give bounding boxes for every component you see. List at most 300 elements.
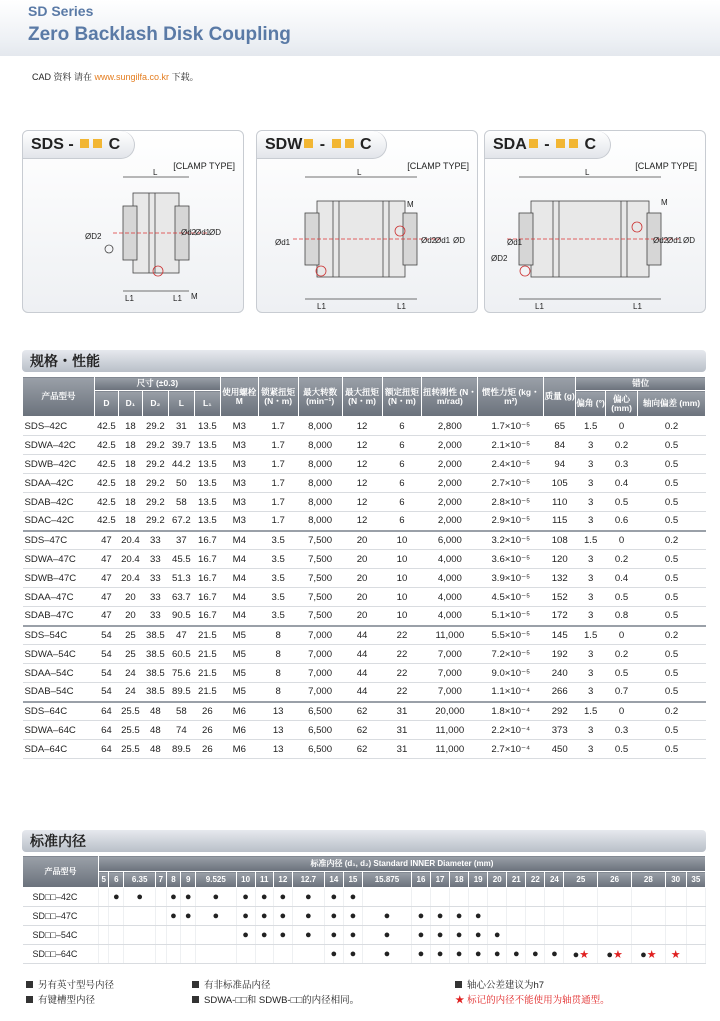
bore-cell [526,907,545,926]
spec-cell: 1.7×10⁻⁵ [478,417,544,436]
spec-cell: 13.5 [194,455,220,474]
spec-row [23,474,706,493]
spec-cell: 10 [382,607,422,626]
bullet-square-icon [192,981,199,988]
spec-cell: 65 [544,417,576,436]
bore-cell [631,888,665,907]
spec-cell: 0 [606,417,638,436]
spec-cell: 62 [342,721,382,740]
sda-label-l: L [585,168,590,177]
sds-label-l1b: L1 [173,294,182,303]
spec-cell: 6 [382,455,422,474]
col-clamp-torque: 锁紧扭矩 (N・m) [258,377,298,417]
spec-cell: 25.5 [118,740,142,759]
spec-cell: 1.8×10⁻⁴ [478,702,544,721]
spec-cell: 8,000 [298,493,342,512]
spec-cell: 25.5 [118,702,142,721]
spec-cell: 42.5 [94,417,118,436]
spec-cell: 3 [576,455,606,474]
bore-cell: ● [469,907,488,926]
spec-cell: 266 [544,683,576,702]
note-item [26,993,114,1008]
bore-cell: ● [292,926,324,945]
bore-cell: ● [411,945,430,964]
spec-cell: 3 [576,512,606,531]
bore-cell: ● [411,907,430,926]
series-title: SD Series [28,3,94,19]
bore-cell: ● [450,907,469,926]
spec-cell: 33 [142,588,168,607]
bore-cell: ● [181,888,196,907]
bore-cell [99,907,109,926]
bore-size-header [23,872,706,888]
spec-row [23,664,706,683]
spec-cell: 48 [142,740,168,759]
bore-cell [507,926,526,945]
spec-cell: 44 [342,645,382,664]
bore-cell: ● [196,888,236,907]
spec-cell: 3 [576,588,606,607]
bore-cell [488,907,507,926]
bore-cell: ● [292,888,324,907]
bore-cell [166,945,181,964]
spec-cell: 12 [342,436,382,455]
spec-cell: 6,500 [298,740,342,759]
spec-cell: 25 [118,626,142,645]
bore-cell [156,907,166,926]
spec-cell: 63.7 [168,588,194,607]
clamp-type-label: [CLAMP TYPE] [407,161,469,171]
spec-cell: 0.2 [606,645,638,664]
bore-cell: ● [411,926,430,945]
spec-model-cell: SDAB–54C [23,683,95,702]
bore-cell [99,945,109,964]
spec-cell: 20 [118,588,142,607]
spec-cell: 0 [606,626,638,645]
star-icon: ★ [579,948,590,961]
spec-model-cell: SDS–64C [23,702,95,721]
spec-cell: M3 [220,455,258,474]
spec-cell: 8,000 [298,436,342,455]
spec-row [23,493,706,512]
spec-cell: 115 [544,512,576,531]
bore-size-col: 6.35 [124,872,156,888]
spec-cell: 0.5 [638,550,706,569]
sds-label-l: L [153,168,158,177]
col-max-torque: 最大扭矩 (N・m) [342,377,382,417]
spec-cell: 21.5 [194,683,220,702]
spec-cell: 1.7 [258,474,298,493]
note-text: 有键槽型内径 [38,995,96,1006]
bore-cell [507,907,526,926]
col-max-rpm: 最大转数 (min⁻¹) [298,377,342,417]
tag-prefix: SDW [265,136,303,153]
bore-cell: ● [236,888,255,907]
spec-cell: M6 [220,702,258,721]
spec-cell: 0.5 [606,740,638,759]
spec-cell: 13 [258,721,298,740]
spec-cell: 0.5 [638,474,706,493]
spec-cell: 29.2 [142,455,168,474]
spec-cell: 3.5 [258,531,298,550]
star-icon: ★ [670,948,681,961]
product-title: Zero Backlash Disk Coupling [28,24,291,45]
spec-cell: M5 [220,664,258,683]
col-mass: 质量 (g) [544,377,576,417]
spec-cell: 9.0×10⁻⁵ [478,664,544,683]
bore-cell [124,907,156,926]
spec-cell: 6 [382,493,422,512]
spec-cell: 24 [118,664,142,683]
tag-prefix: SDA [493,136,527,153]
spec-cell: 13 [258,740,298,759]
note-item [455,993,610,1008]
sda-label-l1b: L1 [633,302,642,311]
spec-cell: 29.2 [142,436,168,455]
page-header [0,0,720,56]
spec-cell: 6 [382,436,422,455]
bore-model-cell: SD□□–47C [23,907,99,926]
spec-cell: 0.5 [606,664,638,683]
spec-cell: M4 [220,550,258,569]
spec-cell: 18 [118,455,142,474]
bore-size-col: 12 [273,872,292,888]
bore-cell [686,945,705,964]
bore-row [23,888,706,907]
spec-cell: 0.5 [638,493,706,512]
spec-model-cell: SDWA–47C [23,550,95,569]
spec-cell: 33 [142,550,168,569]
spec-cell: 10 [382,569,422,588]
spec-cell: 39.7 [168,436,194,455]
spec-cell: 2,000 [422,512,478,531]
spec-model-cell: SDWA–54C [23,645,95,664]
spec-cell: 2,000 [422,436,478,455]
bore-cell [411,888,430,907]
spec-row [23,645,706,664]
col-rated-torque: 额定扭矩 (N・m) [382,377,422,417]
spec-cell: 44.2 [168,455,194,474]
bore-cell [236,945,255,964]
spec-cell: 38.5 [142,683,168,702]
spec-cell: 1.5 [576,702,606,721]
spec-cell: 3.6×10⁻⁵ [478,550,544,569]
spec-row [23,721,706,740]
bore-cell [181,945,196,964]
bore-cell: ● [450,926,469,945]
bore-cell [598,926,632,945]
bore-cell: ● [236,907,255,926]
spec-cell: 0.5 [638,721,706,740]
bore-size-col: 28 [631,872,665,888]
bore-cell: ● [362,907,411,926]
spec-cell: 292 [544,702,576,721]
bore-cell: ● [292,907,324,926]
bore-size-col: 12.7 [292,872,324,888]
bore-cell: ● [109,888,124,907]
spec-cell: 6,500 [298,721,342,740]
spec-cell: 54 [94,645,118,664]
spec-table-body [23,417,706,759]
diagram-sda [484,130,706,313]
bore-table-body [23,888,706,964]
spec-cell: 54 [94,664,118,683]
bore-size-col: 10 [236,872,255,888]
spec-cell: 50 [168,474,194,493]
spec-cell: 47 [94,588,118,607]
spec-cell: 3.5 [258,607,298,626]
spec-cell: 2.7×10⁻⁵ [478,474,544,493]
cad-suffix: 下载。 [171,72,199,82]
spec-row [23,588,706,607]
spec-cell: 8 [258,683,298,702]
col-d2: D₂ [142,391,168,417]
spec-cell: 16.7 [194,531,220,550]
spec-cell: M6 [220,740,258,759]
bore-model-cell: SD□□–42C [23,888,99,907]
spec-cell: 44 [342,626,382,645]
code-square [529,139,538,148]
spec-cell: 0 [606,531,638,550]
spec-cell: 13 [258,702,298,721]
col-stiffness: 扭转刚性 (N・m/rad) [422,377,478,417]
spec-cell: 172 [544,607,576,626]
spec-cell: 10 [382,550,422,569]
spec-cell: 0.5 [638,455,706,474]
spec-cell: 8 [258,626,298,645]
spec-cell: 13.5 [194,417,220,436]
bore-cell [665,945,686,964]
spec-cell: 12 [342,474,382,493]
spec-cell: 0.5 [606,588,638,607]
bore-size-col: 35 [686,872,705,888]
sds-label-d: ØD [209,228,221,237]
spec-cell: 8,000 [298,474,342,493]
bore-cell [631,926,665,945]
col-model: 产品型号 [23,377,95,417]
tag-suffix: C [355,136,372,153]
spec-cell: 0.5 [638,512,706,531]
spec-cell: 2,000 [422,493,478,512]
bore-cell [109,945,124,964]
bore-cell [686,888,705,907]
spec-cell: 22 [382,626,422,645]
spec-cell: 47 [94,550,118,569]
bore-cell [292,945,324,964]
spec-cell: 1.7 [258,455,298,474]
spec-row [23,740,706,759]
spec-cell: 75.6 [168,664,194,683]
spec-cell: 2.8×10⁻⁵ [478,493,544,512]
spec-cell: 0.5 [638,569,706,588]
bore-size-col: 15.875 [362,872,411,888]
spec-cell: 373 [544,721,576,740]
spec-row [23,550,706,569]
col-axial: 轴向偏差 (mm) [638,391,706,417]
spec-model-cell: SDAA–54C [23,664,95,683]
bore-cell: ● [255,888,273,907]
bore-cell [686,926,705,945]
bore-cell [507,888,526,907]
bore-cell: ● [507,945,526,964]
spec-cell: 20 [342,550,382,569]
spec-cell: 3 [576,740,606,759]
bullet-square-icon [26,996,33,1003]
bore-size-col: 19 [469,872,488,888]
spec-cell: 33 [142,607,168,626]
bore-cell [526,888,545,907]
spec-cell: 20,000 [422,702,478,721]
spec-cell: 90.5 [168,607,194,626]
sds-label-l1a: L1 [125,294,134,303]
spec-cell: 20 [342,607,382,626]
bore-cell [181,926,196,945]
spec-cell: 89.5 [168,683,194,702]
bore-size-col: 16 [411,872,430,888]
bore-cell [99,888,109,907]
spec-cell: 0.4 [606,569,638,588]
spec-cell: 7,500 [298,531,342,550]
star-icon: ★ [612,948,623,961]
spec-cell: 11,000 [422,740,478,759]
spec-cell: 11,000 [422,721,478,740]
sda-label-d1a: Ød1 [507,238,523,247]
spec-cell: 45.5 [168,550,194,569]
bore-cell: ● [450,945,469,964]
bore-cell: ● [431,926,450,945]
spec-model-cell: SDWB–42C [23,455,95,474]
spec-cell: 29.2 [142,512,168,531]
spec-cell: 16.7 [194,588,220,607]
spec-cell: 13.5 [194,512,220,531]
spec-cell: 3.5 [258,550,298,569]
star-icon: ★ [646,948,657,961]
spec-cell: M6 [220,721,258,740]
spec-cell: 0.5 [638,683,706,702]
spec-cell: 29.2 [142,493,168,512]
spec-cell: 105 [544,474,576,493]
spec-cell: 26 [194,721,220,740]
spec-cell: 0 [606,702,638,721]
bore-model-cell: SD□□–54C [23,926,99,945]
spec-cell: 58 [168,702,194,721]
spec-cell: 8,000 [298,455,342,474]
bore-cell: ● [488,945,507,964]
bore-col-model: 产品型号 [23,856,99,888]
spec-cell: M5 [220,626,258,645]
code-square [556,139,565,148]
spec-cell: 21.5 [194,626,220,645]
spec-cell: 13.5 [194,493,220,512]
spec-cell: 47 [168,626,194,645]
spec-cell: 1.1×10⁻⁴ [478,683,544,702]
spec-cell: 4,000 [422,607,478,626]
spec-cell: 20.4 [118,531,142,550]
sda-label-l1a: L1 [535,302,544,311]
spec-cell: 48 [142,702,168,721]
bore-cell [564,888,598,907]
spec-cell: 6,500 [298,702,342,721]
bore-cell [488,888,507,907]
sdw-label-l1a: L1 [317,302,326,311]
spec-cell: 3 [576,683,606,702]
spec-cell: 67.2 [168,512,194,531]
code-square [304,139,313,148]
code-square [93,139,102,148]
bore-row [23,907,706,926]
spec-cell: 18 [118,493,142,512]
spec-table [22,376,706,759]
spec-cell: 64 [94,702,118,721]
bore-cell [156,926,166,945]
spec-cell: 12 [342,493,382,512]
spec-row [23,569,706,588]
sds-label-m: M [191,292,198,301]
col-screw: 使用螺栓 M [220,377,258,417]
spec-row [23,455,706,474]
spec-cell: 18 [118,417,142,436]
notes-col-2 [192,978,359,1008]
spec-cell: 0.5 [638,740,706,759]
spec-cell: 51.3 [168,569,194,588]
spec-cell: 21.5 [194,645,220,664]
spec-cell: 4,000 [422,588,478,607]
col-d1: D₁ [118,391,142,417]
spec-cell: M3 [220,493,258,512]
spec-cell: 47 [94,531,118,550]
bore-cell [156,888,166,907]
spec-cell: 25.5 [118,721,142,740]
spec-cell: 94 [544,455,576,474]
sda-label-sd2: Ød2 [653,236,669,245]
note-item [192,993,359,1008]
cad-link[interactable]: www.sungilfa.co.kr [94,72,170,82]
bore-cell [166,926,181,945]
bore-size-col: 25 [564,872,598,888]
bore-cell: ● [343,888,362,907]
spec-cell: 16.7 [194,550,220,569]
bore-row [23,926,706,945]
bore-cell [124,926,156,945]
bore-cell: ● [255,926,273,945]
spec-cell: 47 [94,569,118,588]
bore-cell [598,907,632,926]
spec-cell: 16.7 [194,607,220,626]
spec-model-cell: SDS–47C [23,531,95,550]
spec-cell: 7,000 [422,664,478,683]
spec-cell: 10 [382,531,422,550]
spec-cell: 3.5 [258,588,298,607]
spec-cell: 0.2 [638,626,706,645]
code-square [332,139,341,148]
note-text: 轴心公差建议为h7 [467,980,545,991]
spec-cell: 7,000 [298,683,342,702]
spec-cell: 0.7 [606,683,638,702]
bore-size-col: 21 [507,872,526,888]
spec-cell: 18 [118,512,142,531]
spec-cell: 0.5 [606,493,638,512]
spec-cell: 7,500 [298,569,342,588]
spec-cell: 22 [382,683,422,702]
bore-size-col: 9.525 [196,872,236,888]
bore-cell: ● [526,945,545,964]
spec-cell: 7,000 [298,626,342,645]
spec-cell: 20.4 [118,569,142,588]
cad-prefix: CAD 资料 请在 [32,72,93,82]
spec-cell: 1.5 [576,531,606,550]
spec-cell: 0.2 [638,417,706,436]
spec-model-cell: SDAC–42C [23,512,95,531]
